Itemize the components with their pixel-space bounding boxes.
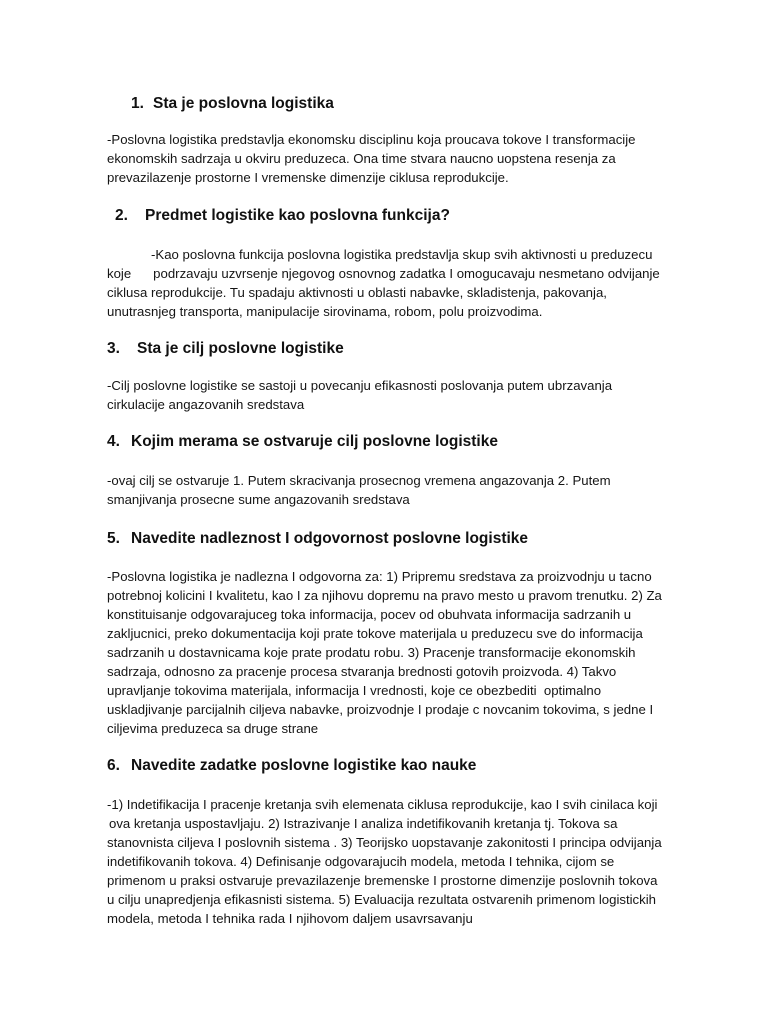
paragraph-line: -Cilj poslovne logistike se sastoji u povecanju efikasnosti poslovanja putem ubrzavanja xyxy=(107,378,613,393)
paragraph-4 xyxy=(107,471,611,509)
heading-6-number: 6. xyxy=(107,757,120,774)
paragraph-line: sadrzaja, odnosno za pracenje procesa stvaranja brednosti gotovih proizvoda. 4) Takvo xyxy=(107,664,617,679)
heading-4-title: Kojim merama se ostvaruje cilj poslovne logistike xyxy=(131,433,498,450)
paragraph-line: konstituisanje odgovarajuceg toka informacija, pocev od obuhvata informacija sadrzanih u xyxy=(107,607,632,622)
paragraph-line: upravljanje tokovima materijala, informacija I vrednosti, koje ce obezbediti optimalno xyxy=(107,683,602,698)
paragraph-line: cirkulacije angazovanih sredstava xyxy=(107,397,305,412)
paragraph-line: unutrasnjeg transporta, manipulacije sirovinama, robom, polu proizvodima. xyxy=(107,304,543,319)
heading-4-number: 4. xyxy=(107,433,120,450)
paragraph-line: koje podrzavaju uzvrsenje njegovog osnovnog zadatka I omogucavaju nesmetano odvijanje xyxy=(107,266,660,281)
paragraph-2 xyxy=(107,245,660,321)
paragraph-line: indetifikovanih tokova. 4) Definisanje odgovarajucih modela, metoda I tehnika, cijom se xyxy=(107,854,615,869)
paragraph-1 xyxy=(107,130,636,187)
paragraph-line: u cilju unapredjenja efikasnisti sistema. 5) Evaluacija rezultata ostvarenih primenom logistickih xyxy=(107,892,657,907)
heading-2-title: Predmet logistike kao poslovna funkcija? xyxy=(145,207,450,224)
paragraph-line: sadrzanih u dostavnicama koje prate prodatu robu. 3) Pracenje transformacije ekonomskih xyxy=(107,645,636,660)
paragraph-line: primenom u praksi ostvaruje prevazilazenje bremenske I prostorne dimenzije poslovnih tokova xyxy=(107,873,658,888)
paragraph-line: smanjivanja prosecne sume angazovanih sredstava xyxy=(107,492,410,507)
paragraph-line: -Poslovna logistika predstavlja ekonomsku disciplinu koja proucava tokove I transformacije xyxy=(107,132,636,147)
heading-3-title: Sta je cilj poslovne logistike xyxy=(137,340,344,357)
paragraph-3 xyxy=(107,376,612,414)
paragraph-line: zakljucnici, preko dokumentacija koji prate tokove materijala u preduzecu sve do informacija xyxy=(107,626,643,641)
heading-5-title: Navedite nadleznost I odgovornost poslovne logistike xyxy=(131,530,529,547)
heading-1 xyxy=(131,94,334,114)
paragraph-line: ciklusa reprodukcije. Tu spadaju aktivnosti u oblasti nabavke, skladistenja, pakovanja, xyxy=(107,285,607,300)
paragraph-5 xyxy=(107,567,662,738)
paragraph-line: -Kao poslovna funkcija poslovna logistika predstavlja skup svih aktivnosti u preduzecu xyxy=(151,247,653,262)
heading-3 xyxy=(107,339,344,359)
heading-6-title: Navedite zadatke poslovne logistike kao nauke xyxy=(131,757,477,774)
heading-1-number: 1. xyxy=(131,95,144,112)
heading-5-number: 5. xyxy=(107,530,120,547)
paragraph-line: potrebnoj kolicini I kvalitetu, kao I za njihovu dopremu na pravo mesto u pravom trenutku. 2) Za xyxy=(107,588,662,603)
paragraph-line: -Poslovna logistika je nadlezna I odgovorna za: 1) Pripremu sredstava za proizvodnju u tacno xyxy=(107,569,652,584)
paragraph-line: stanovnista ciljeva I poslovnih sistema . 3) Teorijsko uopstavanje zakonitosti I principa odvijanja xyxy=(107,835,662,850)
heading-4 xyxy=(107,432,498,452)
paragraph-line: ciljevima preduzeca sa druge strane xyxy=(107,721,319,736)
paragraph-line: prevazilazenje prostorne I vremenske dimenzije ciklusa reprodukcije. xyxy=(107,170,509,185)
heading-1-title: Sta je poslovna logistika xyxy=(153,95,334,112)
heading-2-number: 2. xyxy=(115,207,128,224)
heading-5 xyxy=(107,529,528,549)
heading-6 xyxy=(107,756,476,776)
paragraph-line: -1) Indetifikacija I pracenje kretanja svih elemenata ciklusa reprodukcije, kao I svih cinilaca koji xyxy=(107,797,658,812)
paragraph-line: ekonomskih sadrzaja u okviru preduzeca. Ona time stvara naucno uopstena resenja za xyxy=(107,151,616,166)
paragraph-line: modela, metoda I tehnika rada I njihovom daljem usavrsavanju xyxy=(107,911,473,926)
paragraph-line: ova kretanja uspostavljaju. 2) Istrazivanje I analiza indetifikovanih kretanja tj. Tokova sa xyxy=(109,816,618,831)
paragraph-line: -ovaj cilj se ostvaruje 1. Putem skracivanja prosecnog vremena angazovanja 2. Putem xyxy=(107,473,611,488)
heading-3-number: 3. xyxy=(107,340,120,357)
paragraph-6 xyxy=(107,795,662,928)
heading-2 xyxy=(115,206,450,226)
paragraph-line: uskladjivanje parcijalnih ciljeva nabavke, proizvodnje I prodaje c novcanim tokovima, s jedne I xyxy=(107,702,654,717)
